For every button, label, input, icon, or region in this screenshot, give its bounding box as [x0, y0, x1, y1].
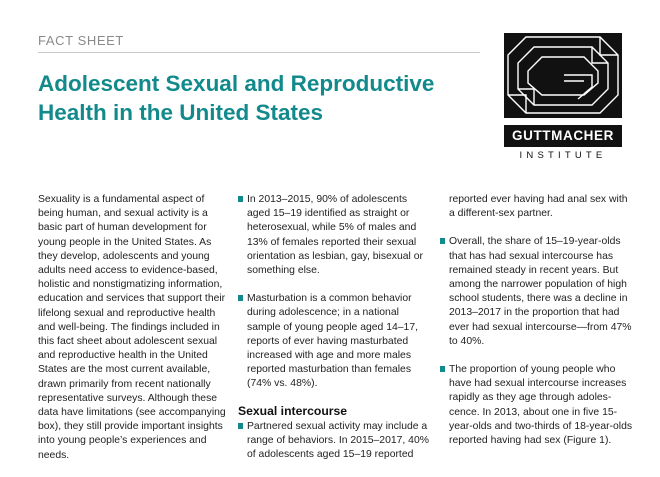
header-rule	[38, 52, 480, 53]
bullet-overall	[440, 235, 636, 349]
logo-mark-icon	[504, 33, 622, 118]
guttmacher-logo	[504, 33, 622, 169]
bullet-masturbation	[238, 292, 430, 391]
bullet-masturbation-text: Masturbation is a common behavior during adolescence; in a national sample of young people aged 14–17, reports of ever having masturbated increased with age and more males reported masturbation than females (74% vs. 48%).	[247, 293, 419, 390]
bullet-square-icon	[238, 295, 243, 301]
bullet-partnered-text: Partnered sexual activity may include a range of behaviors. In 2015–2017, 40% of adolescents aged 15–19 reported	[247, 420, 429, 461]
column-3	[440, 193, 636, 462]
continued-text: reported ever having had anal sex with a different-sex partner.	[449, 194, 628, 220]
subhead-sexual-intercourse: Sexual intercourse	[238, 403, 348, 418]
bullet-proportion	[440, 363, 636, 448]
fact-sheet-label: FACT SHEET	[38, 33, 124, 48]
bullet-square-icon	[440, 238, 445, 244]
bullet-identity	[238, 193, 430, 278]
logo-subtitle: INSTITUTE	[519, 150, 607, 161]
bullet-square-icon	[238, 423, 243, 429]
column-1	[38, 193, 228, 477]
column-2	[238, 193, 430, 476]
bullet-identity-text: In 2013–2015, 90% of adolescents aged 15–19 identified as straight or heterosexual, while 5% of males and 13% of females reported their sexual orientation as lesbian, gay, bisexual or something else.	[247, 194, 423, 277]
page-title: Adolescent Sexual and Reproductive Health in the United States	[38, 71, 435, 125]
intro-paragraph: Sexuality is a fundamental aspect of being human, and sexual activity is a basic part of human development for young people in the United States. As they develop, adolescents and young adults need access to evidence-based, holistic and nonstigmatizing information, education and services that support their lifelong sexual and reproductive health and well-being. The findings included in this fact sheet about adolescent sexual and reproductive health in the United States are the most current available, drawn primarily from recent nationally representative surveys. Although these data have limitations (see accompanying box), they still provide important insights into young people’s experiences and needs.	[38, 194, 226, 461]
logo-g-icon	[504, 33, 622, 118]
bullet-square-icon	[238, 196, 243, 202]
logo-wordmark: GUTTMACHER	[504, 125, 622, 147]
bullet-overall-text: Overall, the share of 15–19-year-olds that has had sexual intercourse has remained steady in recent years. But among the narrower population of high school students, there was a decline in 2013–2017 in the proportion that had ever had sexual intercourse—from 47% to 40%.	[449, 236, 632, 347]
bullet-partnered	[238, 420, 430, 463]
bullet-square-icon	[440, 366, 445, 372]
bullet-proportion-text: The proportion of young people who have had sexual intercourse increases rapidly as they age through adolescence. In 2013, about one in five 15-year-olds and two-thirds of 18-year-olds reported having had sex (Figure 1).	[449, 364, 633, 447]
